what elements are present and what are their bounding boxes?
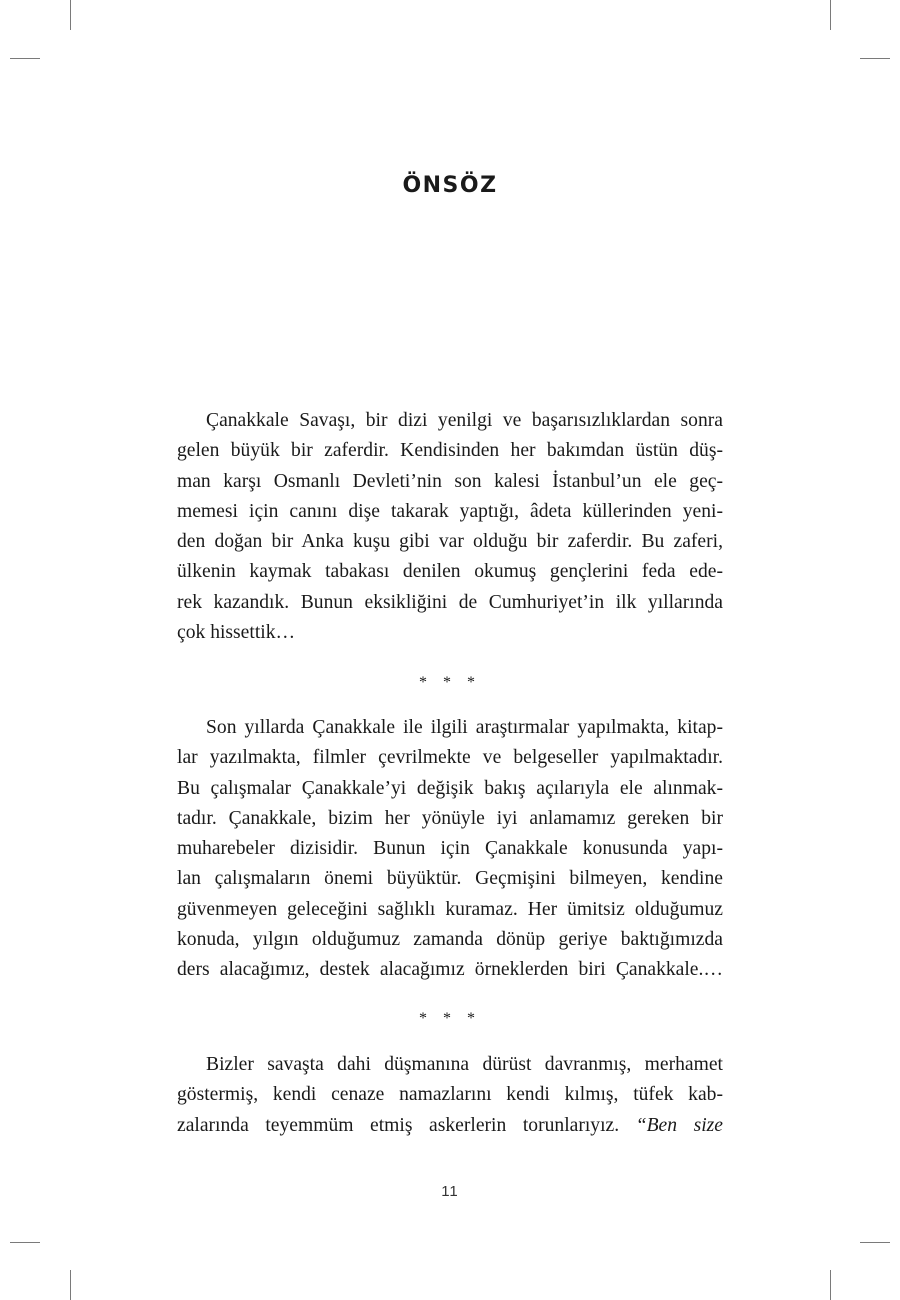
page-title: ÖNSÖZ (402, 173, 498, 198)
paragraph-1 (177, 406, 723, 648)
paragraph-line-text: zalarında teyemmüm etmiş askerlerin torunlarıyız. (177, 1114, 636, 1136)
paragraph-line: Çanakkale Savaşı, bir dizi yenilgi ve başarısızlıklardan sonra (206, 410, 723, 431)
section-separator: * * * (419, 1010, 481, 1027)
paragraph-line: muharebeler dizisidir. Bunun için Çanakkale konusunda yapı- (177, 838, 723, 860)
paragraph-line: rek kazandık. Bunun eksikliğini de Cumhuriyet’in ilk yıllarında (177, 591, 723, 613)
paragraph-line: memesi için canını dişe takarak yaptığı, âdeta küllerinden yeni- (177, 500, 723, 522)
paragraph-line: gelen büyük bir zaferdir. Kendisinden her bakımdan üstün düş- (177, 440, 723, 462)
crop-mark-left-top (10, 58, 40, 59)
crop-mark-bottom-right (830, 1270, 831, 1300)
page-number: 11 (441, 1183, 459, 1200)
paragraph-line: den doğan bir Anka kuşu gibi var olduğu bir zaferdir. Bu zaferi, (177, 531, 723, 553)
crop-mark-right-top (860, 58, 890, 59)
crop-mark-top-right (830, 0, 831, 30)
paragraph-line: güvenmeyen geleceğini sağlıklı kuramaz. Her ümitsiz olduğumuz (177, 898, 723, 920)
paragraph-line: lar yazılmakta, filmler çevrilmekte ve belgeseller yapılmaktadır. (177, 747, 723, 769)
paragraph-line: tadır. Çanakkale, bizim her yönüyle iyi anlamamız gereken bir (177, 807, 723, 829)
paragraph-line: çok hissettik… (177, 622, 296, 644)
paragraph-line-with-quote (177, 1111, 723, 1141)
paragraph-line: göstermiş, kendi cenaze namazlarını kendi kılmış, tüfek kab- (177, 1084, 723, 1106)
crop-mark-bottom-left (70, 1270, 71, 1300)
paragraph-3 (177, 1050, 723, 1141)
crop-mark-top-left (70, 0, 71, 30)
paragraph-line: ders alacağımız, destek alacağımız örneklerden biri Çanakkale.… (177, 959, 723, 981)
crop-mark-left-bottom (10, 1242, 40, 1243)
paragraph-line: lan çalışmaların önemi büyüktür. Geçmişini bilmeyen, kendine (177, 868, 723, 890)
paragraph-2 (177, 713, 723, 986)
paragraph-line: Bu çalışmalar Çanakkale’yi değişik bakış açılarıyla ele alınmak- (177, 777, 723, 799)
section-separator: * * * (419, 674, 481, 691)
paragraph-line: ülkenin kaymak tabakası denilen okumuş gençlerini feda ede- (177, 561, 723, 583)
paragraph-line: Bizler savaşta dahi düşmanına dürüst davranmış, merhamet (206, 1054, 723, 1075)
paragraph-line: man karşı Osmanlı Devleti’nin son kalesi İstanbul’un ele geç- (177, 470, 723, 492)
crop-mark-right-bottom (860, 1242, 890, 1243)
paragraph-line: konuda, yılgın olduğumuz zamanda dönüp geriye baktığımızda (177, 929, 723, 951)
italic-quote-start: “Ben size (635, 1114, 723, 1136)
paragraph-line: Son yıllarda Çanakkale ile ilgili araştırmalar yapılmakta, kitap- (206, 717, 723, 738)
